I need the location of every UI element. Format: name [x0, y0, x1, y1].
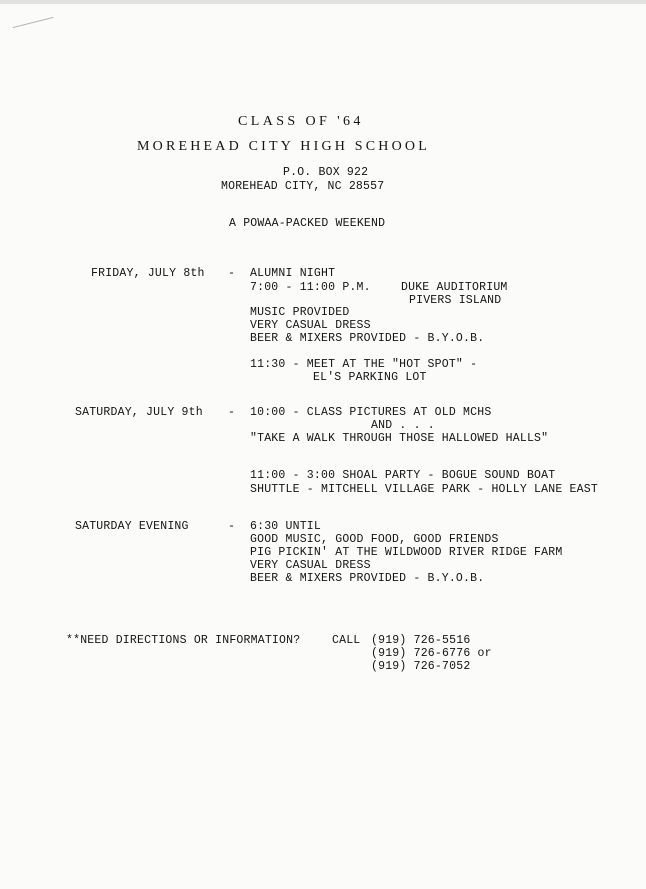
- friday-line: 11:30 - MEET AT THE "HOT SPOT" -: [250, 358, 478, 371]
- evening-line: 6:30 UNTIL: [250, 520, 322, 533]
- friday-line: BEER & MIXERS PROVIDED - B.Y.O.B.: [250, 332, 485, 345]
- contact-call: CALL: [332, 634, 361, 647]
- saturday-line: 10:00 - CLASS PICTURES AT OLD MCHS: [250, 406, 492, 419]
- saturday-line: 11:00 - 3:00 SHOAL PARTY - BOGUE SOUND BOAT: [250, 469, 556, 482]
- evening-line: PIG PICKIN' AT THE WILDWOOD RIVER RIDGE FARM: [250, 546, 563, 559]
- friday-dash: -: [228, 267, 236, 280]
- friday-line: VERY CASUAL DRESS: [250, 319, 371, 332]
- saturday-day: SATURDAY, JULY 9th: [75, 406, 203, 419]
- friday-line: ALUMNI NIGHT: [250, 267, 336, 280]
- tagline: A POWAA-PACKED WEEKEND: [229, 217, 386, 230]
- address-line-1: P.O. BOX 922: [283, 166, 369, 179]
- pen-mark: [13, 17, 54, 28]
- contact-prompt: **NEED DIRECTIONS OR INFORMATION?: [66, 634, 301, 647]
- evening-line: GOOD MUSIC, GOOD FOOD, GOOD FRIENDS: [250, 533, 499, 546]
- friday-venue: DUKE AUDITORIUM: [401, 281, 508, 294]
- phone-number: (919) 726-5516: [371, 634, 471, 647]
- friday-day: FRIDAY, JULY 8th: [91, 267, 205, 280]
- saturday-line: SHUTTLE - MITCHELL VILLAGE PARK - HOLLY LANE EAST: [250, 483, 598, 496]
- class-title: CLASS OF '64: [238, 114, 364, 129]
- school-name: MOREHEAD CITY HIGH SCHOOL: [137, 139, 430, 154]
- phone-number: (919) 726-6776 or: [371, 647, 492, 660]
- saturday-dash: -: [228, 406, 236, 419]
- address-line-2: MOREHEAD CITY, NC 28557: [221, 180, 385, 193]
- page-edge: [0, 0, 646, 4]
- saturday-line: "TAKE A WALK THROUGH THOSE HALLOWED HALLS": [250, 432, 549, 445]
- friday-venue-location: PIVERS ISLAND: [409, 294, 502, 307]
- evening-line: VERY CASUAL DRESS: [250, 559, 371, 572]
- phone-number: (919) 726-7052: [371, 660, 471, 673]
- evening-dash: -: [228, 520, 236, 533]
- saturday-line: AND . . .: [371, 419, 435, 432]
- friday-line: EL'S PARKING LOT: [313, 371, 427, 384]
- evening-day: SATURDAY EVENING: [75, 520, 189, 533]
- evening-line: BEER & MIXERS PROVIDED - B.Y.O.B.: [250, 572, 485, 585]
- friday-line: MUSIC PROVIDED: [250, 306, 350, 319]
- friday-line: 7:00 - 11:00 P.M.: [250, 281, 371, 294]
